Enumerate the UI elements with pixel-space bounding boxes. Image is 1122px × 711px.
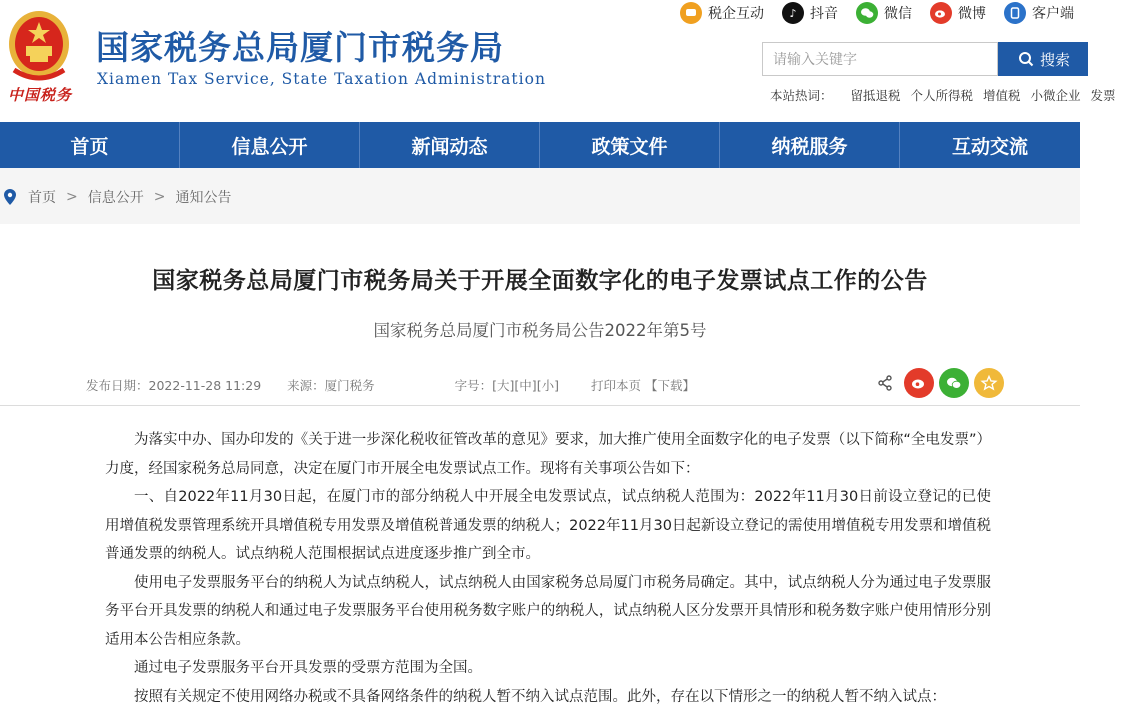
- share-bar: [874, 368, 1009, 398]
- font-large-button[interactable]: [大]: [492, 378, 514, 393]
- search-button-label: 搜索: [1040, 49, 1070, 70]
- breadcrumb-separator: >: [66, 189, 78, 205]
- nav-policy[interactable]: 政策文件: [540, 122, 720, 168]
- social-douyin-link[interactable]: [782, 2, 838, 24]
- hot-words-label: 本站热词：: [770, 88, 833, 103]
- hot-words: [770, 86, 1122, 104]
- article-paragraph: 通过电子发票服务平台开具发票的受票方范围为全国。: [105, 654, 991, 683]
- social-client-link[interactable]: [1004, 2, 1074, 24]
- breadcrumb-separator: >: [154, 189, 166, 205]
- wechat-icon: [856, 2, 878, 24]
- font-size-label: 字号：: [455, 378, 493, 393]
- social-label: 税企互动: [708, 3, 764, 23]
- site-header: [0, 0, 1080, 122]
- document-number: 国家税务总局厦门市税务局公告2022年第5号: [0, 317, 1080, 341]
- article-paragraph: 一、自2022年11月30日起，在厦门市的部分纳税人中开展全电发票试点，试点纳税人范围为：2022年11月30日前设立登记的已使用增值税发票管理系统开具增值税专用发票及增值税普通发票的纳税人；2022年11月30日起新设立登记的需使用增值税专用发票和增值税普通发票的纳税人。试点纳税人范围根据试点进度逐步推广到全市。: [105, 483, 991, 569]
- breadcrumb-bar: [0, 168, 1080, 224]
- download-button[interactable]: 【下载】: [645, 378, 695, 393]
- site-title[interactable]: 国家税务总局厦门市税务局: [96, 22, 504, 69]
- article-paragraph: 使用电子发票服务平台的纳税人为试点纳税人，试点纳税人由国家税务总局厦门市税务局确定。其中，试点纳税人分为通过电子发票服务平台开具发票的纳税人和通过电子发票服务平台使用税务数字账户的纳税人，试点纳税人区分发票开具情形和税务数字账户使用情形分别适用本公告相应条款。: [105, 569, 991, 655]
- weibo-icon: [930, 2, 952, 24]
- search-button[interactable]: [998, 42, 1088, 76]
- nav-news[interactable]: 新闻动态: [360, 122, 540, 168]
- social-label: 微信: [884, 3, 912, 23]
- social-label: 微博: [958, 3, 986, 23]
- main-nav: [0, 122, 1080, 168]
- nav-home[interactable]: 首页: [0, 122, 180, 168]
- hot-word[interactable]: 小微企业: [1031, 88, 1081, 103]
- search-icon: [1018, 51, 1034, 67]
- douyin-icon: ♪: [782, 2, 804, 24]
- chat-icon: [680, 2, 702, 24]
- breadcrumb-info[interactable]: 信息公开: [88, 187, 144, 207]
- source: 厦门税务: [325, 378, 375, 393]
- article-paragraph: 按照有关规定不使用网络办税或不具备网络条件的纳税人暂不纳入试点范围。此外，存在以下情形之一的纳税人暂不纳入试点：: [105, 683, 991, 711]
- social-wechat-link[interactable]: [856, 2, 912, 24]
- social-interaction-link[interactable]: [680, 2, 764, 24]
- national-emblem-icon: [6, 8, 72, 84]
- china-tax-logo: 中国税务: [8, 84, 72, 105]
- source-label: 来源：: [287, 378, 325, 393]
- site-subtitle: Xiamen Tax Service, State Taxation Administration: [97, 70, 546, 88]
- font-small-button[interactable]: [小]: [537, 378, 559, 393]
- print-button[interactable]: 打印本页: [591, 378, 641, 393]
- breadcrumb-notice[interactable]: 通知公告: [175, 187, 231, 207]
- article-body: [105, 426, 991, 711]
- nav-interaction[interactable]: 互动交流: [900, 122, 1080, 168]
- article-title: 国家税务总局厦门市税务局关于开展全面数字化的电子发票试点工作的公告: [0, 262, 1080, 295]
- publish-date: 2022-11-28 11:29: [149, 378, 262, 393]
- nav-tax-service[interactable]: 纳税服务: [720, 122, 900, 168]
- search-input[interactable]: 请输入关键字: [762, 42, 998, 76]
- social-label: 客户端: [1032, 3, 1074, 23]
- favorite-star-icon[interactable]: [974, 368, 1004, 398]
- client-icon: [1004, 2, 1026, 24]
- hot-word[interactable]: 个人所得税: [911, 88, 974, 103]
- hot-word[interactable]: 留抵退税: [851, 88, 901, 103]
- share-weibo-icon[interactable]: [904, 368, 934, 398]
- share-wechat-icon[interactable]: [939, 368, 969, 398]
- share-icon[interactable]: [874, 372, 896, 394]
- meta-divider: [0, 405, 1080, 406]
- breadcrumb: [4, 187, 231, 207]
- publish-date-label: 发布日期：: [86, 378, 149, 393]
- hot-word[interactable]: 发票: [1091, 88, 1116, 103]
- social-label: 抖音: [810, 3, 838, 23]
- font-medium-button[interactable]: [中]: [514, 378, 536, 393]
- social-weibo-link[interactable]: [930, 2, 986, 24]
- social-links: [680, 2, 1092, 24]
- hot-word[interactable]: 增值税: [983, 88, 1021, 103]
- article-meta: [86, 376, 695, 394]
- nav-info-disclosure[interactable]: 信息公开: [180, 122, 360, 168]
- article-paragraph: 为落实中办、国办印发的《关于进一步深化税收征管改革的意见》要求，加大推广使用全面数字化的电子发票（以下简称“全电发票”）力度，经国家税务总局同意，决定在厦门市开展全电发票试点工作。现将有关事项公告如下：: [105, 426, 991, 483]
- location-pin-icon: [4, 189, 16, 205]
- breadcrumb-home[interactable]: 首页: [28, 187, 56, 207]
